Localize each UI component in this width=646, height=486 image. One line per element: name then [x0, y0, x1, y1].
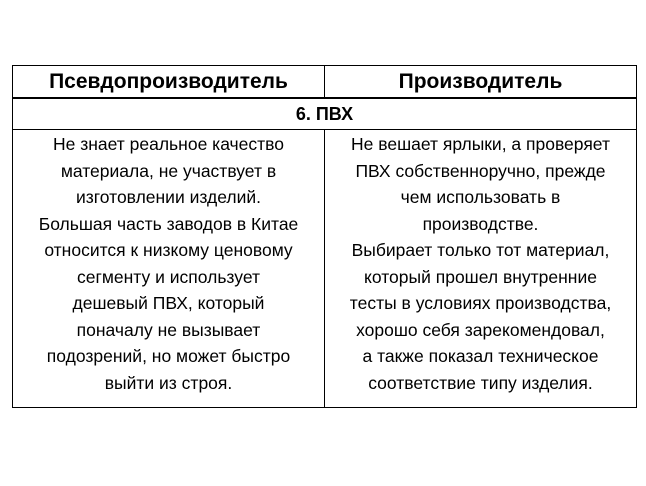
text-line: соответствие типу изделия. [368, 372, 593, 393]
comparison-table [12, 65, 637, 408]
header-pseudo-manufacturer: Псевдопроизводитель [13, 66, 325, 99]
text-line: чем использовать в [400, 187, 561, 207]
text-line: сегменту и использует [77, 266, 260, 287]
text-line: который прошел внутренние [364, 266, 597, 287]
text-line: дешевый ПВХ, который [72, 293, 265, 313]
text-line: изготовлении изделий. [75, 187, 261, 207]
text-line: тесты в условиях производства, [349, 293, 612, 313]
pseudo-manufacturer-description [13, 130, 325, 408]
content-row [13, 130, 637, 408]
section-title: 6. ПВХ [13, 98, 637, 130]
section-row [13, 98, 637, 130]
text-line: подозрений, но может быстро [46, 346, 291, 366]
text-line: а также показал техническое [362, 346, 599, 366]
text-line: Выбирает только тот материал, [351, 240, 610, 260]
text-line: ПВХ собственноручно, прежде [355, 160, 606, 181]
text-line: выйти из строя. [104, 372, 233, 393]
text-line: Не вешает ярлыки, а проверяет [351, 134, 610, 154]
text-line: поначалу не вызывает [76, 319, 261, 340]
text-line: хорошо себя зарекомендовал, [356, 319, 605, 340]
text-line: относится к низкому ценовому [44, 240, 293, 260]
text-line: производстве. [422, 213, 539, 234]
text-line: Большая часть заводов в Китае [38, 213, 299, 234]
header-row [13, 66, 637, 99]
text-line: материала, не участвует в [60, 160, 277, 181]
manufacturer-description [325, 130, 637, 408]
text-line: Не знает реальное качество [52, 134, 285, 154]
header-manufacturer: Производитель [325, 66, 637, 99]
